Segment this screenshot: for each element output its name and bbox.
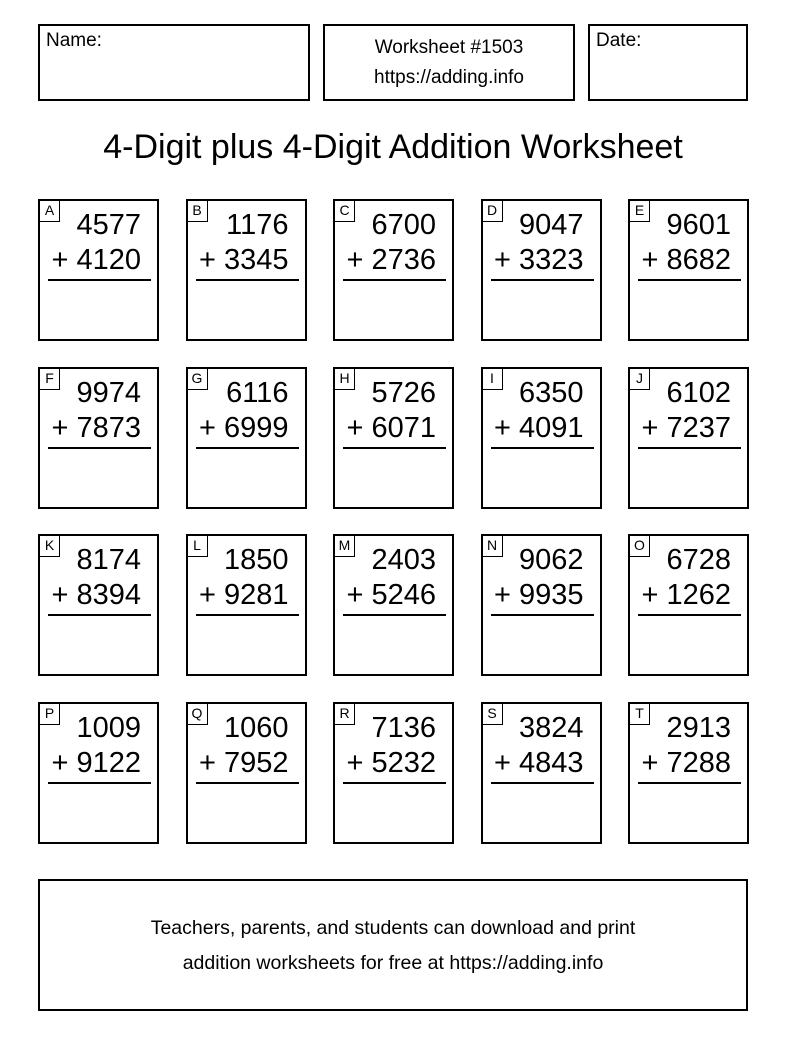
- answer-line: [638, 447, 741, 449]
- plus-sign: +: [199, 579, 216, 611]
- second-addend-row: [52, 412, 141, 444]
- second-addend-row: [199, 747, 288, 779]
- second-addend-row: [52, 747, 141, 779]
- first-addend: 2403: [371, 544, 436, 576]
- problem-box[interactable]: [186, 534, 307, 676]
- problem-letter: B: [188, 201, 208, 222]
- second-addend-row: [199, 412, 288, 444]
- problem-letter: D: [483, 201, 503, 222]
- answer-line: [48, 782, 151, 784]
- second-addend-row: [347, 579, 436, 611]
- problem-box[interactable]: [628, 199, 749, 341]
- second-addend: 7952: [223, 746, 289, 779]
- second-addend-row: [347, 412, 436, 444]
- second-addend: 2736: [371, 244, 436, 276]
- plus-sign: +: [199, 411, 216, 444]
- plus-sign: +: [494, 411, 511, 444]
- first-addend: 6350: [518, 376, 584, 409]
- answer-line: [196, 782, 299, 784]
- answer-line: [491, 782, 594, 784]
- problem-letter: K: [40, 536, 60, 557]
- second-addend: 1262: [666, 579, 731, 611]
- second-addend-row: [52, 579, 141, 611]
- plus-sign: +: [346, 579, 364, 611]
- second-addend: 4120: [76, 244, 141, 276]
- plus-sign: +: [199, 746, 216, 779]
- answer-line: [343, 279, 446, 281]
- second-addend: 7237: [666, 411, 731, 444]
- answer-line: [48, 447, 151, 449]
- second-addend: 3345: [223, 244, 289, 276]
- plus-sign: +: [51, 746, 69, 779]
- first-addend: 6700: [371, 209, 436, 241]
- second-addend: 5246: [371, 579, 436, 611]
- second-addend: 3323: [518, 244, 584, 276]
- problem-box[interactable]: [38, 367, 159, 509]
- problem-box[interactable]: [186, 199, 307, 341]
- second-addend-row: [642, 412, 731, 444]
- problem-box[interactable]: [628, 534, 749, 676]
- answer-line: [343, 447, 446, 449]
- first-addend: 3824: [518, 711, 584, 744]
- second-addend: 9935: [518, 579, 584, 611]
- plus-sign: +: [199, 244, 216, 276]
- plus-sign: +: [641, 579, 659, 611]
- second-addend-row: [494, 244, 583, 276]
- answer-line: [638, 614, 741, 616]
- plus-sign: +: [51, 411, 69, 444]
- plus-sign: +: [346, 411, 364, 444]
- answer-line: [491, 614, 594, 616]
- first-addend: 1850: [223, 544, 289, 576]
- second-addend-row: [199, 244, 288, 276]
- answer-line: [343, 614, 446, 616]
- answer-line: [48, 614, 151, 616]
- plus-sign: +: [494, 746, 511, 779]
- problem-box[interactable]: [481, 367, 602, 509]
- second-addend-row: [199, 579, 288, 611]
- problem-letter: G: [188, 369, 208, 390]
- first-addend: 2913: [666, 711, 731, 744]
- second-addend: 9281: [223, 579, 289, 611]
- problem-letter: F: [40, 369, 60, 390]
- problem-box[interactable]: [628, 367, 749, 509]
- problem-letter: O: [630, 536, 650, 557]
- first-addend: 1060: [223, 711, 289, 744]
- problem-box[interactable]: [38, 702, 159, 844]
- second-addend: 5232: [371, 746, 436, 779]
- first-addend: 4577: [76, 209, 141, 241]
- first-addend: 9974: [76, 376, 141, 409]
- second-addend-row: [642, 747, 731, 779]
- problem-letter: E: [630, 201, 650, 222]
- answer-line: [491, 279, 594, 281]
- page-title: 4-Digit plus 4-Digit Addition Worksheet: [103, 128, 683, 166]
- second-addend: 9122: [76, 746, 141, 779]
- first-addend: 6102: [666, 376, 731, 409]
- answer-line: [638, 782, 741, 784]
- problem-letter: A: [40, 201, 60, 222]
- second-addend-row: [642, 244, 731, 276]
- problem-box[interactable]: [186, 367, 307, 509]
- plus-sign: +: [51, 244, 69, 276]
- second-addend-row: [494, 747, 583, 779]
- second-addend-row: [494, 579, 583, 611]
- problem-letter: M: [335, 536, 355, 557]
- second-addend-row: [494, 412, 583, 444]
- first-addend: 8174: [76, 544, 141, 576]
- date-label: Date:: [596, 30, 642, 51]
- first-addend: 1176: [226, 209, 289, 241]
- problem-letter: L: [188, 536, 208, 557]
- problem-letter: R: [335, 704, 355, 725]
- plus-sign: +: [641, 746, 659, 779]
- problem-letter: I: [483, 369, 503, 390]
- first-addend: 5726: [371, 376, 436, 409]
- name-field[interactable]: [38, 24, 310, 101]
- second-addend: 8682: [666, 244, 731, 276]
- problem-letter: N: [483, 536, 503, 557]
- problem-letter: P: [40, 704, 60, 725]
- answer-line: [196, 614, 299, 616]
- first-addend: 6728: [666, 544, 731, 576]
- first-addend: 1009: [76, 711, 141, 744]
- answer-line: [196, 447, 299, 449]
- problem-box[interactable]: [481, 702, 602, 844]
- first-addend: 9062: [518, 544, 584, 576]
- plus-sign: +: [641, 244, 659, 276]
- first-addend: 6116: [226, 376, 289, 409]
- problem-box[interactable]: [38, 534, 159, 676]
- second-addend: 6071: [371, 411, 436, 444]
- footer-line-2: addition worksheets for free at https://adding.info: [182, 952, 604, 974]
- problem-box[interactable]: [333, 199, 454, 341]
- answer-line: [343, 782, 446, 784]
- worksheet-url: https://adding.info: [374, 67, 524, 88]
- second-addend: 6999: [223, 411, 289, 444]
- second-addend-row: [347, 244, 436, 276]
- footer-line-1: Teachers, parents, and students can download and print: [150, 917, 636, 939]
- problem-box[interactable]: [481, 534, 602, 676]
- plus-sign: +: [346, 244, 364, 276]
- first-addend: 9047: [518, 209, 584, 241]
- plus-sign: +: [346, 746, 364, 779]
- name-label: Name:: [46, 30, 102, 51]
- first-addend: 7136: [371, 711, 436, 744]
- plus-sign: +: [494, 244, 511, 276]
- problem-box[interactable]: [186, 702, 307, 844]
- date-field[interactable]: [588, 24, 748, 101]
- problem-letter: C: [335, 201, 355, 222]
- second-addend: 4091: [518, 411, 584, 444]
- problem-letter: Q: [188, 704, 208, 725]
- problem-box[interactable]: [628, 702, 749, 844]
- second-addend: 4843: [518, 746, 584, 779]
- problem-letter: J: [630, 369, 650, 390]
- problem-grid: [38, 199, 749, 843]
- problem-letter: H: [335, 369, 355, 390]
- answer-line: [196, 279, 299, 281]
- first-addend: 9601: [666, 209, 731, 241]
- second-addend-row: [52, 244, 141, 276]
- second-addend: 8394: [76, 579, 141, 611]
- problem-letter: T: [630, 704, 650, 725]
- problem-box[interactable]: [333, 534, 454, 676]
- problem-letter: S: [483, 704, 503, 725]
- problem-box[interactable]: [481, 199, 602, 341]
- problem-box[interactable]: [38, 199, 159, 341]
- second-addend: 7873: [76, 411, 141, 444]
- footer-note: [38, 879, 748, 1011]
- answer-line: [638, 279, 741, 281]
- worksheet-number: Worksheet #1503: [374, 37, 524, 58]
- problem-box[interactable]: [333, 702, 454, 844]
- worksheet-info-box: [323, 24, 575, 101]
- problem-box[interactable]: [333, 367, 454, 509]
- second-addend: 7288: [666, 746, 731, 779]
- second-addend-row: [642, 579, 731, 611]
- plus-sign: +: [641, 411, 659, 444]
- second-addend-row: [347, 747, 436, 779]
- plus-sign: +: [494, 579, 511, 611]
- answer-line: [48, 279, 151, 281]
- plus-sign: +: [51, 579, 69, 611]
- answer-line: [491, 447, 594, 449]
